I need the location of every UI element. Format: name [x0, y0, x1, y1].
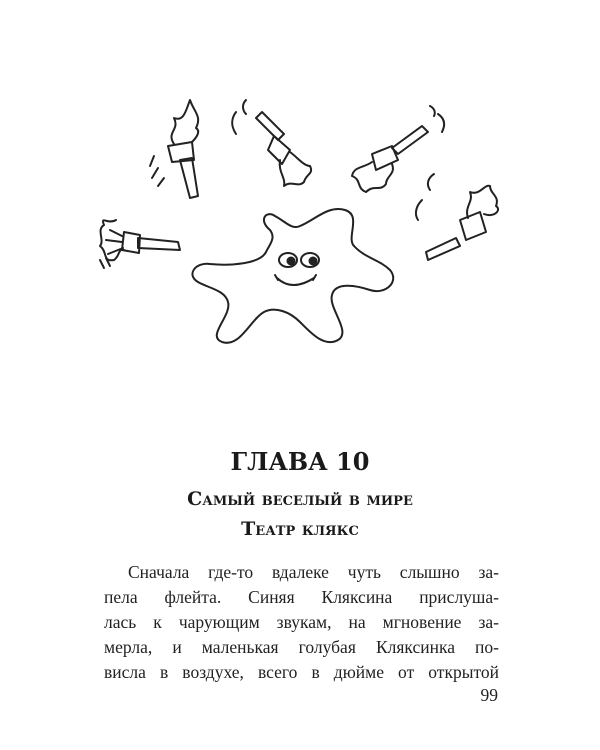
torch-upper-left: [150, 100, 198, 198]
body-line: висла в воздухе, всего в дюйме от открытой: [104, 662, 499, 682]
chapter-subtitle-line-2: Театр клякс: [241, 518, 359, 540]
chapter-subtitle-line-1: Самый веселый в мире: [187, 488, 413, 510]
chapter-title: ГЛАВА 10: [230, 447, 370, 476]
torch-top-right: [352, 106, 444, 192]
blot-juggling-torches-illustration: [70, 70, 530, 370]
body-line: Сначала где-то вдалеке чуть слышно за-: [128, 562, 499, 582]
torch-left: [100, 220, 180, 268]
body-paragraph: [104, 560, 499, 685]
page-number: 99: [480, 685, 498, 705]
body-line: пела флейта. Синяя Кляксина прислуша-: [104, 587, 499, 607]
torch-right: [416, 174, 498, 260]
torch-top-center: [232, 100, 311, 186]
body-line: лась к чарующим звукам, на мгновение за-: [104, 612, 499, 632]
blot-character: [192, 209, 393, 343]
body-line: мерла, и маленькая голубая Кляксинка по-: [104, 637, 499, 657]
